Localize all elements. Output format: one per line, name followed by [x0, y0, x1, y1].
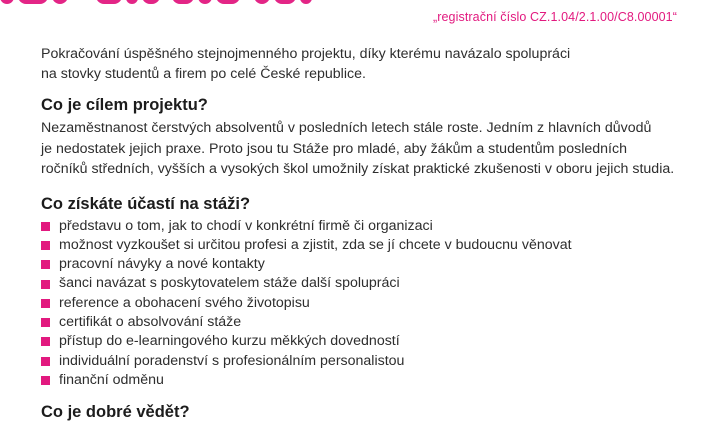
- square-bullet-icon: [41, 241, 50, 250]
- registration-number: „registrační číslo CZ.1.04/2.1.00/C8.00001“: [432, 10, 677, 24]
- square-bullet-icon: [41, 299, 50, 308]
- list-item-text: přístup do e-learningového kurzu měkkých dovedností: [59, 333, 400, 350]
- square-bullet-icon: [41, 260, 50, 269]
- list-item: [41, 236, 681, 255]
- square-bullet-icon: [41, 337, 50, 346]
- goal-heading: Co je cílem projektu?: [41, 96, 208, 114]
- list-item: [41, 294, 681, 313]
- intro-line: Pokračování úspěšného stejnojmenného projektu, díky kterému navázalo spolupráci: [41, 46, 571, 62]
- title-fragment: [0, 0, 360, 6]
- goal-line: ročníků středních, vyšších a vysokých škol umožnily získat praktické zkušenosti v oboru jejich studia.: [41, 161, 675, 177]
- list-item: [41, 274, 681, 293]
- list-item-text: představu o tom, jak to chodí v konkrétní firmě či organizaci: [59, 217, 433, 234]
- list-item-text: šanci navázat s poskytovatelem stáže další spolupráci: [59, 275, 400, 292]
- goal-line: Nezaměstnanost čerstvých absolventů v posledních letech stále roste. Jedním z hlavních důvodů: [41, 120, 652, 136]
- square-bullet-icon: [41, 222, 50, 231]
- goal-paragraph: [41, 118, 681, 180]
- intro-line: na stovky studentů a firem po celé České republice.: [41, 66, 366, 82]
- benefits-list: [41, 217, 681, 391]
- document-body: [41, 44, 681, 425]
- list-item-text: možnost vyzkoušet si určitou profesi a zjistit, zda se jí chcete v budoucnu věnovat: [59, 236, 572, 253]
- intro-paragraph: [41, 44, 681, 84]
- list-item: [41, 352, 681, 371]
- list-item: [41, 217, 681, 236]
- list-item: [41, 371, 681, 390]
- list-item-text: finanční odměnu: [59, 371, 164, 388]
- goal-line: je nedostatek jejich praxe. Proto jsou tu Stáže pro mladé, aby žákům a studentům posledních: [41, 140, 627, 157]
- square-bullet-icon: [41, 280, 50, 289]
- list-item: [41, 255, 681, 274]
- good-to-know-heading: Co je dobré vědět?: [41, 403, 190, 422]
- square-bullet-icon: [41, 318, 50, 327]
- list-item-text: reference a obohacení svého životopisu: [59, 294, 310, 311]
- list-item: [41, 332, 681, 351]
- list-item: [41, 313, 681, 332]
- list-item-text: certifikát o absolvování stáže: [59, 313, 242, 330]
- square-bullet-icon: [41, 357, 50, 366]
- list-item-text: individuální poradenství s profesionálním personalistou: [59, 352, 405, 369]
- list-item-text: pracovní návyky a nové kontakty: [59, 256, 265, 273]
- benefits-heading: Co získáte účastí na stáži?: [41, 194, 251, 213]
- square-bullet-icon: [41, 376, 50, 385]
